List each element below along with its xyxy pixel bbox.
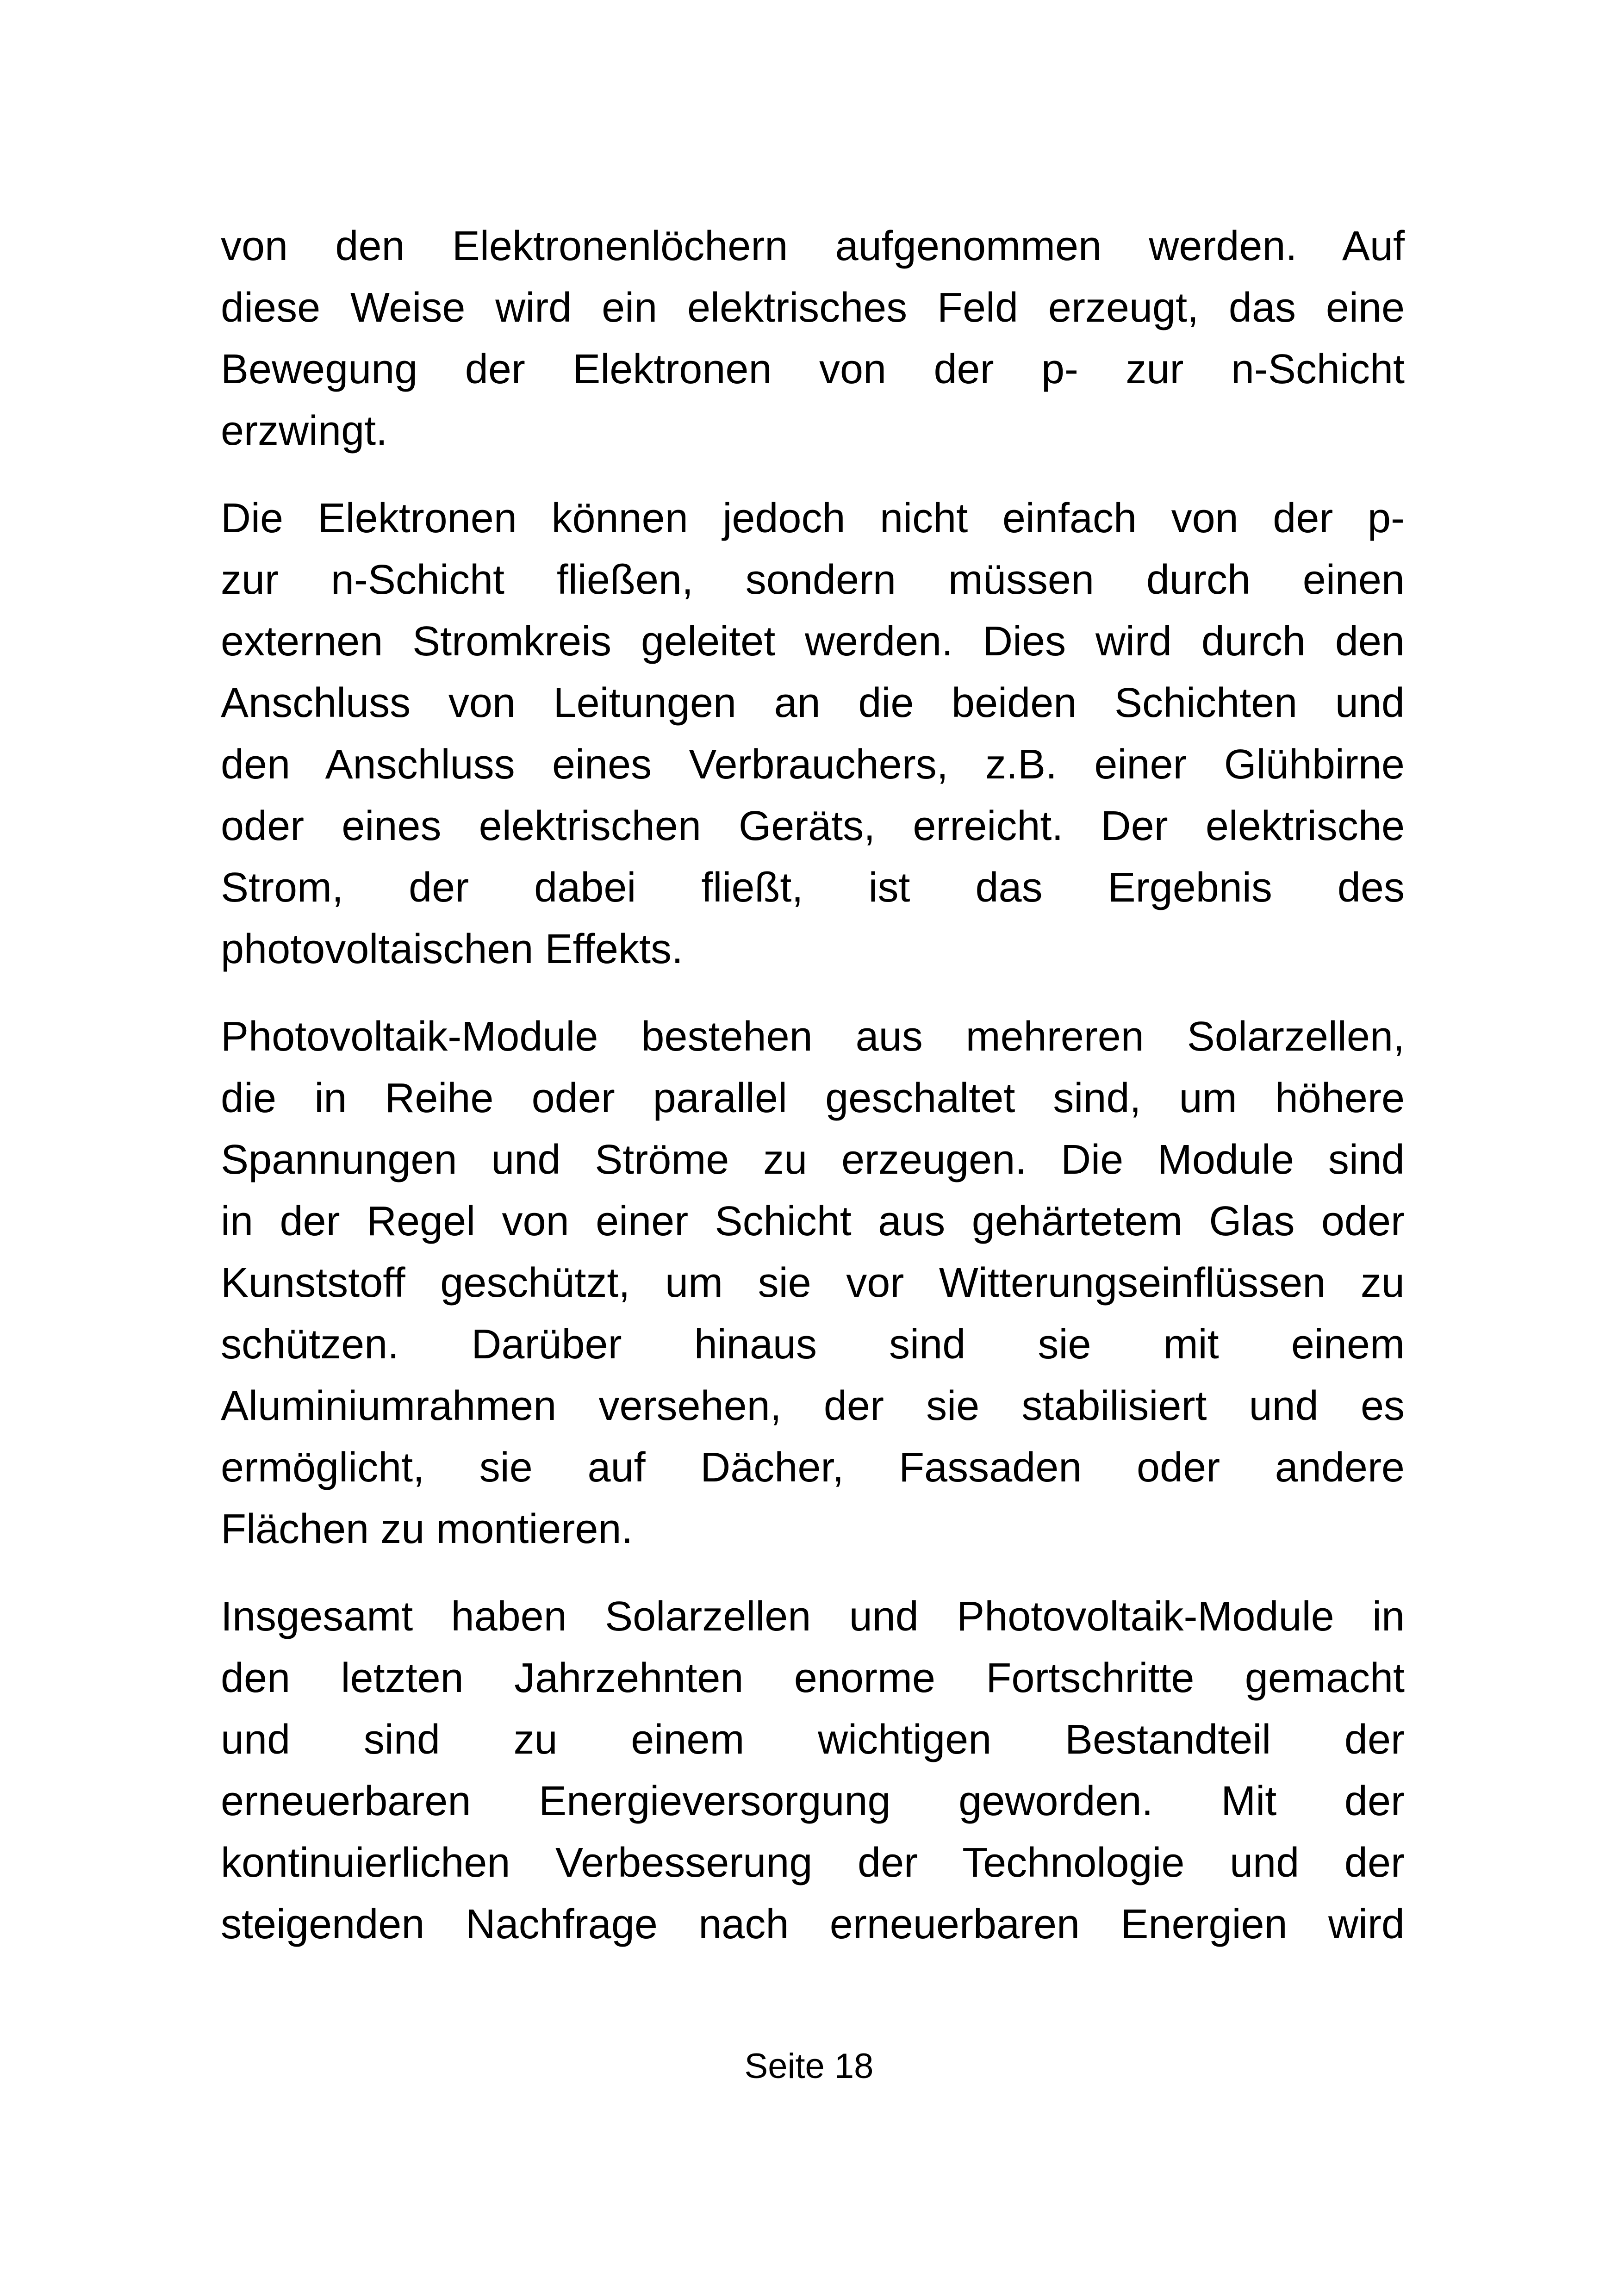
text-line: externen Stromkreis geleitet werden. Dies wird durch den <box>221 618 1405 665</box>
text-line: ermöglicht, sie auf Dächer, Fassaden oder andere <box>221 1444 1405 1491</box>
paragraph <box>221 216 1405 462</box>
text-line: Aluminiumrahmen versehen, der sie stabilisiert und es <box>221 1383 1405 1429</box>
text-line: und sind zu einem wichtigen Bestandteil der <box>221 1717 1405 1763</box>
text-line: zur n-Schicht fließen, sondern müssen durch einen <box>221 557 1405 603</box>
page-body <box>221 216 1405 1981</box>
text-line: Strom, der dabei fließt, ist das Ergebnis des <box>221 865 1405 911</box>
paragraph <box>221 1586 1405 1955</box>
text-line: den Anschluss eines Verbrauchers, z.B. einer Glühbirne <box>221 741 1405 788</box>
text-line: den letzten Jahrzehnten enorme Fortschritte gemacht <box>221 1655 1405 1701</box>
text-line: von den Elektronenlöchern aufgenommen werden. Auf <box>221 223 1405 269</box>
text-line: schützen. Darüber hinaus sind sie mit einem <box>221 1321 1405 1368</box>
text-line: Flächen zu montieren. <box>221 1506 633 1552</box>
text-line: Photovoltaik-Module bestehen aus mehreren Solarzellen, <box>221 1014 1405 1060</box>
text-line: diese Weise wird ein elektrisches Feld erzeugt, das eine <box>221 285 1405 331</box>
text-line: in der Regel von einer Schicht aus gehärtetem Glas oder <box>221 1198 1405 1244</box>
text-line: Kunststoff geschützt, um sie vor Witterungseinflüssen zu <box>221 1260 1405 1306</box>
text-line: oder eines elektrischen Geräts, erreicht. Der elektrische <box>221 803 1405 849</box>
text-line: Insgesamt haben Solarzellen und Photovoltaik-Module in <box>221 1593 1405 1640</box>
text-line: die in Reihe oder parallel geschaltet sind, um höhere <box>221 1075 1405 1121</box>
text-line: Spannungen und Ströme zu erzeugen. Die Module sind <box>221 1137 1405 1183</box>
page-number: Seite 18 <box>744 2047 874 2086</box>
paragraph <box>221 1006 1405 1560</box>
text-line: kontinuierlichen Verbesserung der Technologie und der <box>221 1840 1405 1886</box>
text-line: steigenden Nachfrage nach erneuerbaren Energien wird <box>221 1901 1405 1948</box>
text-line: Anschluss von Leitungen an die beiden Schichten und <box>221 680 1405 726</box>
text-line: Die Elektronen können jedoch nicht einfach von der p- <box>221 495 1405 541</box>
text-line: Bewegung der Elektronen von der p- zur n-Schicht <box>221 346 1405 392</box>
paragraph <box>221 488 1405 980</box>
text-line: erzwingt. <box>221 408 388 454</box>
text-line: photovoltaischen Effekts. <box>221 926 683 972</box>
text-line: erneuerbaren Energieversorgung geworden. Mit der <box>221 1778 1405 1824</box>
